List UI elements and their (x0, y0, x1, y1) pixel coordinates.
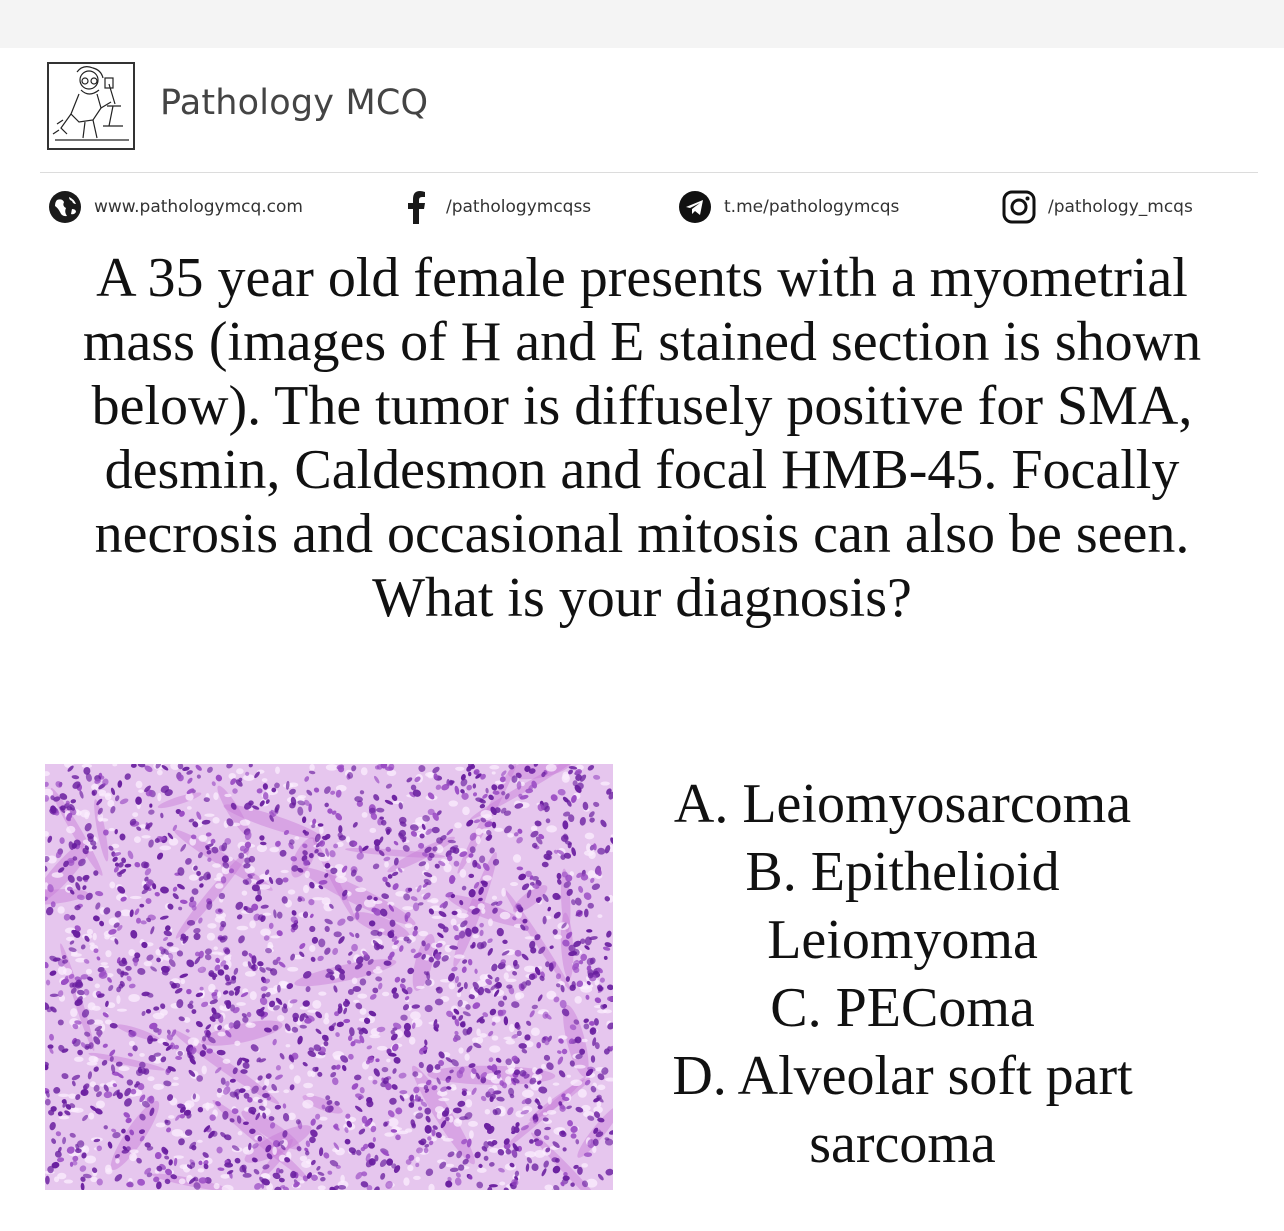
option-d[interactable]: D. Alveolar soft part sarcoma (672, 1045, 1133, 1175)
instagram-icon (1002, 190, 1036, 224)
telegram-link-text: t.me/pathologymcqs (724, 197, 900, 217)
facebook-link[interactable] (400, 189, 591, 225)
website-link-text: www.pathologymcq.com (94, 197, 303, 217)
brand-title: Pathology MCQ (160, 83, 429, 123)
telegram-link[interactable] (678, 189, 899, 225)
instagram-link-text: /pathology_mcqs (1048, 197, 1193, 217)
top-bar (0, 0, 1284, 48)
option-b[interactable]: B. Epithelioid Leiomyoma (745, 841, 1060, 971)
histology-image (45, 764, 613, 1190)
he-stained-section (45, 764, 613, 1190)
instagram-link[interactable] (1002, 189, 1193, 225)
globe-icon (48, 190, 82, 224)
telegram-icon (678, 190, 712, 224)
facebook-icon (400, 190, 434, 224)
header-divider (40, 172, 1258, 173)
website-link[interactable] (48, 189, 303, 225)
question-text: A 35 year old female presents with a myometrial mass (images of H and E stained section is shown below). The tumor is diffusely positive for SMA, desmin, Caldesmon and focal HMB-45. Focally necrosis and occasional mitosis can also be seen. What is your diagnosis? (82, 247, 1202, 629)
facebook-link-text: /pathologymcqss (446, 197, 592, 217)
option-c[interactable]: C. PEComa (770, 977, 1035, 1039)
answer-options (630, 770, 1175, 1178)
scientist-logo-icon (47, 62, 135, 150)
option-a[interactable]: A. Leiomyosarcoma (673, 773, 1132, 835)
